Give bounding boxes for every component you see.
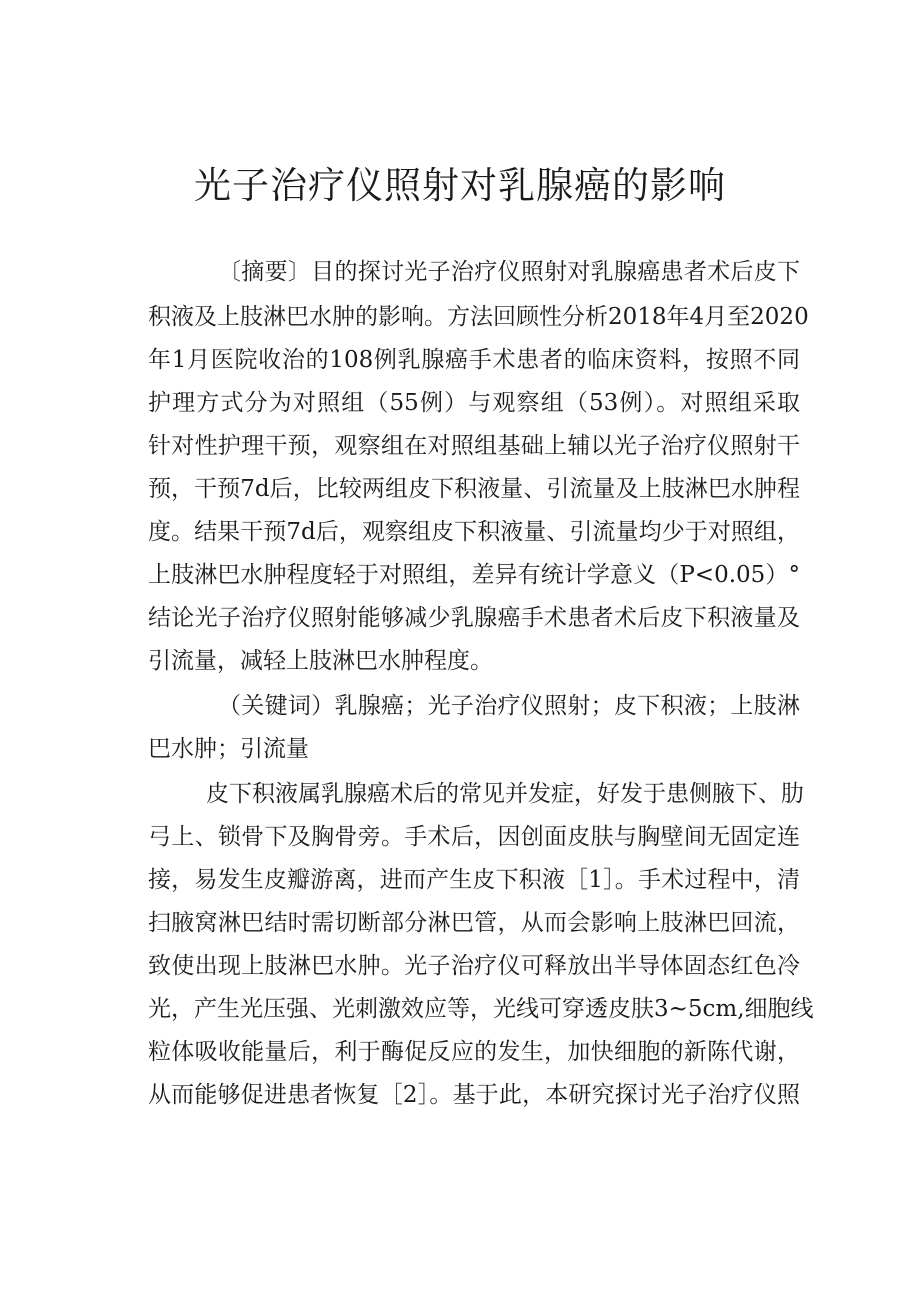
body-line: 弓上、锁骨下及胸骨旁。手术后，因创面皮肤与胸壁间无固定连: [148, 824, 800, 850]
abstract-line: 预，干预7d后，比较两组皮下积液量、引流量及上肢淋巴水肿程: [148, 476, 800, 502]
body-line: 皮下积液属乳腺癌术后的常见并发症，好发于患侧腋下、肋: [206, 781, 804, 807]
abstract-line: 上肢淋巴水肿程度轻于对照组，差异有统计学意义（P<0.05）°: [148, 562, 800, 588]
abstract-line: 结论光子治疗仪照射能够减少乳腺癌手术患者术后皮下积液量及: [148, 605, 800, 631]
abstract-line: 引流量，减轻上肢淋巴水肿程度。: [148, 648, 493, 674]
keywords-line: （关键词）乳腺癌；光子治疗仪照射；皮下积液；上肢淋: [218, 693, 800, 719]
abstract-line: 针对性护理干预，观察组在对照组基础上辅以光子治疗仪照射干: [148, 433, 800, 459]
abstract-line: 〔摘要〕目的探讨光子治疗仪照射对乳腺癌患者术后皮下: [218, 259, 800, 285]
abstract-line: 护理方式分为对照组（55例）与观察组（53例）。对照组采取: [148, 390, 800, 416]
abstract-line: 年1月医院收治的108例乳腺癌手术患者的临床资料，按照不同: [148, 347, 800, 373]
body-line: 从而能够促进患者恢复［2］。基于此，本研究探讨光子治疗仪照: [148, 1082, 800, 1108]
body-line: 光，产生光压强、光刺激效应等，光线可穿透皮肤3~5cm,细胞线: [148, 996, 814, 1022]
keywords-line: 巴水肿；引流量: [148, 736, 309, 762]
abstract-line: 积液及上肢淋巴水肿的影响。方法回顾性分析2018年4月至2020: [148, 304, 809, 330]
body-line: 扫腋窝淋巴结时需切断部分淋巴管，从而会影响上肢淋巴回流，: [148, 910, 800, 936]
abstract-line: 度。结果干预7d后，观察组皮下积液量、引流量均少于对照组，: [148, 519, 800, 545]
document-title: 光子治疗仪照射对乳腺癌的影响: [194, 164, 726, 207]
body-line: 接，易发生皮瓣游离，进而产生皮下积液［1］。手术过程中，清: [148, 867, 800, 893]
body-line: 致使出现上肢淋巴水肿。光子治疗仪可释放出半导体固态红色冷: [148, 953, 800, 979]
body-line: 粒体吸收能量后，利于酶促反应的发生，加快细胞的新陈代谢，: [148, 1039, 800, 1065]
